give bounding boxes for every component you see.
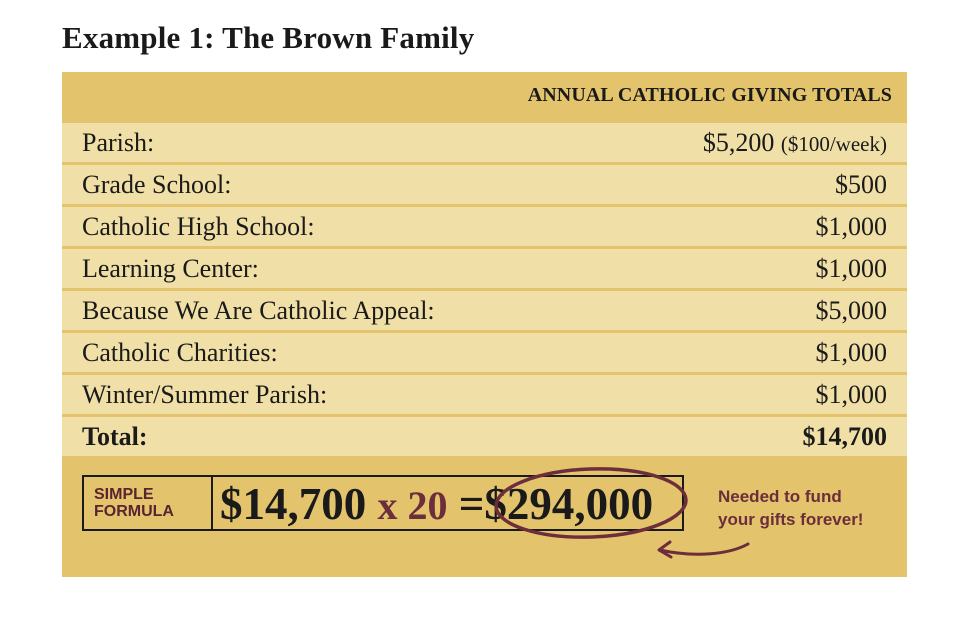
row-label: Catholic High School: bbox=[82, 212, 315, 241]
simple-label-line2: FORMULA bbox=[94, 503, 174, 520]
giving-card bbox=[62, 72, 907, 577]
row-amount: $1,000 bbox=[815, 212, 887, 241]
row-label: Catholic Charities: bbox=[82, 338, 278, 367]
amount-note: ($100/week) bbox=[780, 132, 887, 156]
row-label: Parish: bbox=[82, 128, 155, 157]
row-amount bbox=[703, 128, 887, 158]
table-header bbox=[62, 72, 907, 120]
row-label: Learning Center: bbox=[82, 254, 259, 283]
table-row bbox=[62, 249, 907, 288]
row-amount: $1,000 bbox=[815, 254, 887, 283]
total-amount: $14,700 bbox=[802, 422, 887, 451]
total-row bbox=[62, 417, 907, 456]
table-row bbox=[62, 291, 907, 330]
table-row bbox=[62, 207, 907, 246]
table-row bbox=[62, 165, 907, 204]
needed-note bbox=[718, 485, 863, 531]
simple-label-line1: SIMPLE bbox=[94, 486, 154, 503]
row-label: Because We Are Catholic Appeal: bbox=[82, 296, 435, 325]
needed-line2: your gifts forever! bbox=[718, 510, 864, 529]
table-row bbox=[62, 123, 907, 162]
giving-table bbox=[62, 123, 907, 459]
row-label: Winter/Summer Parish: bbox=[82, 380, 328, 409]
needed-line1: Needed to fund bbox=[718, 487, 842, 506]
row-amount: $500 bbox=[835, 170, 887, 199]
formula-amount: $14,700 bbox=[220, 479, 367, 529]
row-amount: $1,000 bbox=[815, 338, 887, 367]
formula-multiplier: x 20 bbox=[377, 483, 448, 528]
amount-value: $5,200 bbox=[702, 128, 775, 157]
header-label: ANNUAL CATHOLIC GIVING TOTALS bbox=[527, 84, 892, 106]
formula-equals: = bbox=[458, 479, 485, 529]
row-amount: $5,000 bbox=[815, 296, 887, 325]
curved-arrow-icon bbox=[652, 532, 762, 564]
row-label: Grade School: bbox=[82, 170, 232, 199]
table-row bbox=[62, 375, 907, 414]
page-title: Example 1: The Brown Family bbox=[62, 20, 475, 55]
row-amount: $1,000 bbox=[815, 380, 887, 409]
total-label: Total: bbox=[82, 422, 148, 451]
formula-result: $294,000 bbox=[484, 479, 654, 529]
table-row bbox=[62, 333, 907, 372]
simple-formula-label bbox=[84, 477, 213, 529]
